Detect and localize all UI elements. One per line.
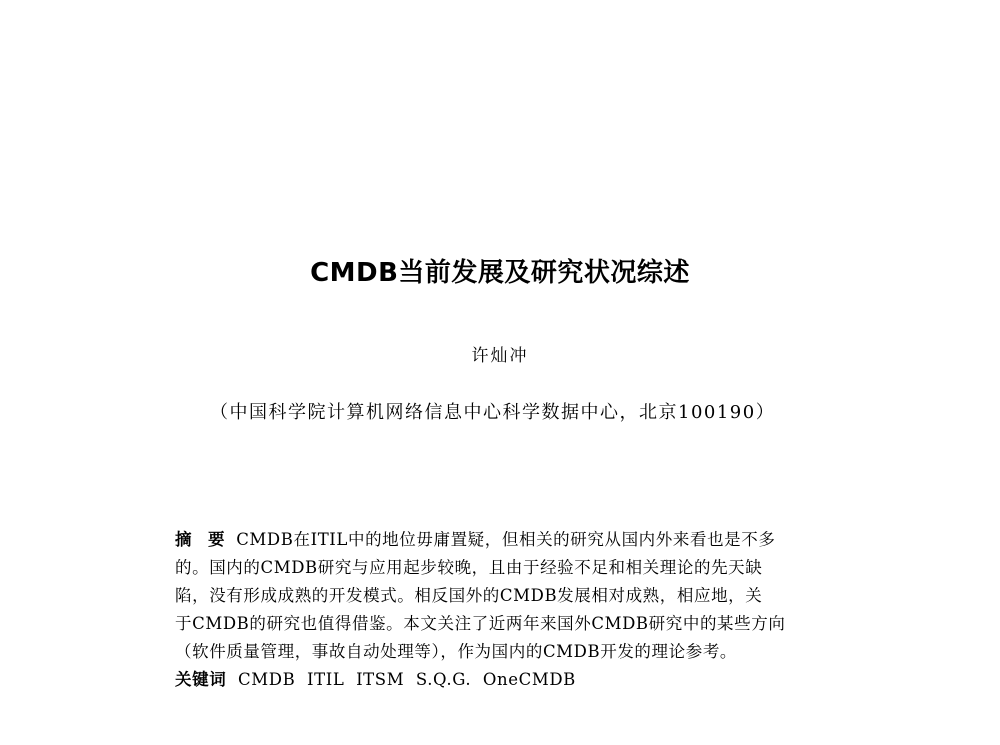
paper-title: CMDB当前发展及研究状况综述 [310,258,690,288]
abstract-line-1 [175,526,835,554]
abstract-label: 摘 要 [175,530,225,549]
abstract-line-4: 于CMDB的研究也值得借鉴。本文关注了近两年来国外CMDB研究中的某些方向 [175,614,786,633]
abstract-block [175,526,835,694]
author-affiliation: （中国科学院计算机网络信息中心科学数据中心，北京100190） [210,402,776,423]
abstract-line-2: 的。国内的CMDB研究与应用起步较晚，且由于经验不足和相关理论的先天缺 [175,558,763,577]
abstract-line-3: 陷，没有形成成熟的开发模式。相反国外的CMDB发展相对成熟，相应地，关 [175,586,763,605]
abstract-line-5: （软件质量管理，事故自动处理等），作为国内的CMDB开发的理论参考。 [175,642,738,661]
keywords-label: 关键词 [175,670,227,689]
keywords-text: CMDB ITIL ITSM S.Q.G. OneCMDB [238,670,576,689]
abstract-text-1: CMDB在ITIL中的地位毋庸置疑，但相关的研究从国内外来看也是不多 [236,530,776,549]
author-name: 许灿冲 [471,346,529,366]
keywords-line [175,666,835,694]
